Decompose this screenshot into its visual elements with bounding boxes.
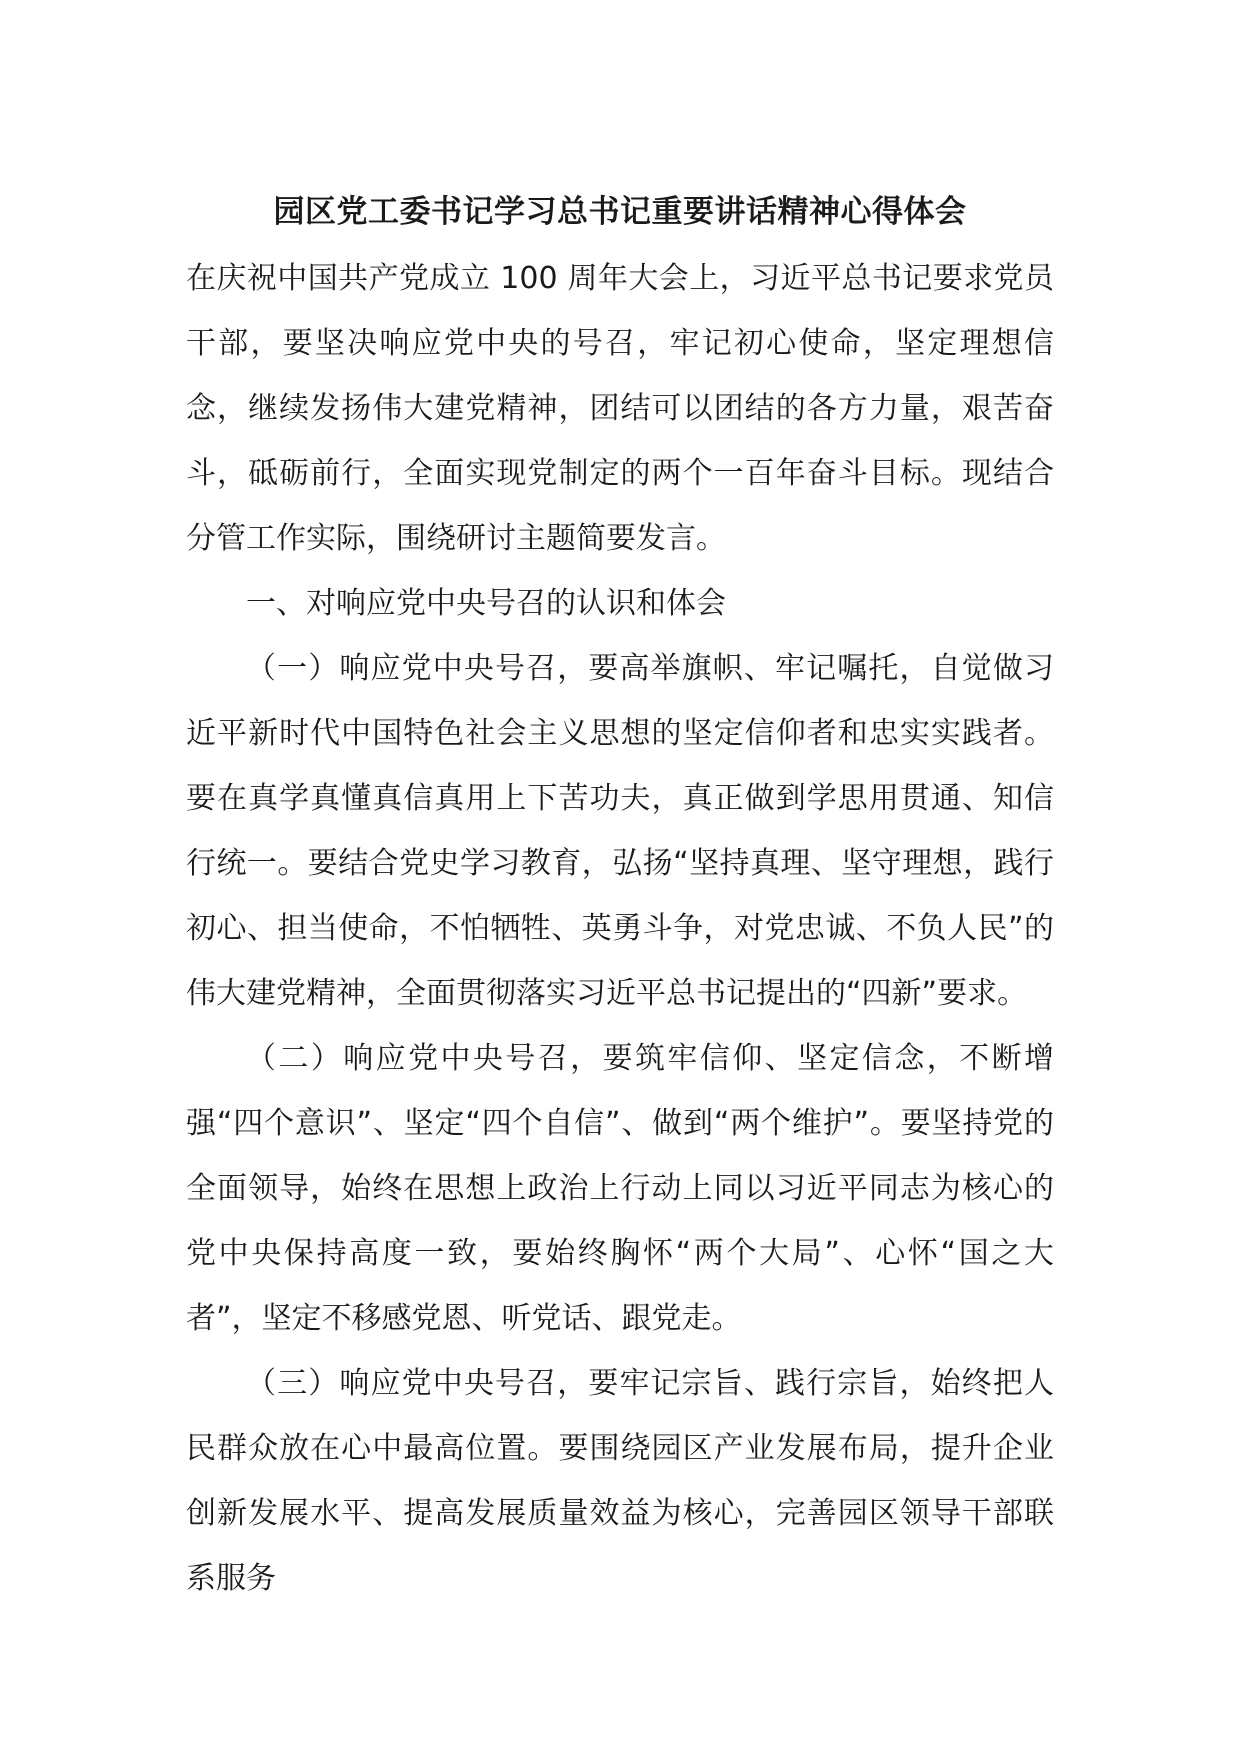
paragraph-item-3: （三）响应党中央号召，要牢记宗旨、践行宗旨，始终把人民群众放在心中最高位置。要围绕园区产业发展布局，提升企业创新发展水平、提高发展质量效益为核心，完善园区领导干部联系服务 <box>186 1366 1054 1596</box>
intro-paragraph: 在庆祝中国共产党成立 100 周年大会上，习近平总书记要求党员干部，要坚决响应党中央的号召，牢记初心使命，坚定理想信念，继续发扬伟大建党精神，团结可以团结的各方力量，艰苦奋斗，砥砺前行，全面实现党制定的两个一百年奋斗目标。现结合分管工作实际，围绕研讨主题简要发言。 <box>186 261 1054 556</box>
section-heading: 一、对响应党中央号召的认识和体会 <box>246 586 726 621</box>
paragraph-item-1: （一）响应党中央号召，要高举旗帜、牢记嘱托，自觉做习近平新时代中国特色社会主义思想的坚定信仰者和忠实实践者。要在真学真懂真信真用上下苦功夫，真正做到学思用贯通、知信行统一。要结合党史学习教育，弘扬“坚持真理、坚守理想，践行初心、担当使命，不怕牺牲、英勇斗争，对党忠诚、不负人民”的伟大建党精神，全面贯彻落实习近平总书记提出的“四新”要求。 <box>186 651 1054 1011</box>
document-title: 园区党工委书记学习总书记重要讲话精神心得体会 <box>273 194 967 230</box>
document-body <box>186 246 1054 1611</box>
paragraph-item-2: （二）响应党中央号召，要筑牢信仰、坚定信念，不断增强“四个意识”、坚定“四个自信”、做到“两个维护”。要坚持党的全面领导，始终在思想上政治上行动上同以习近平同志为核心的党中央保持高度一致，要始终胸怀“两个大局”、心怀“国之大者”，坚定不移感党恩、听党话、跟党走。 <box>186 1041 1054 1336</box>
